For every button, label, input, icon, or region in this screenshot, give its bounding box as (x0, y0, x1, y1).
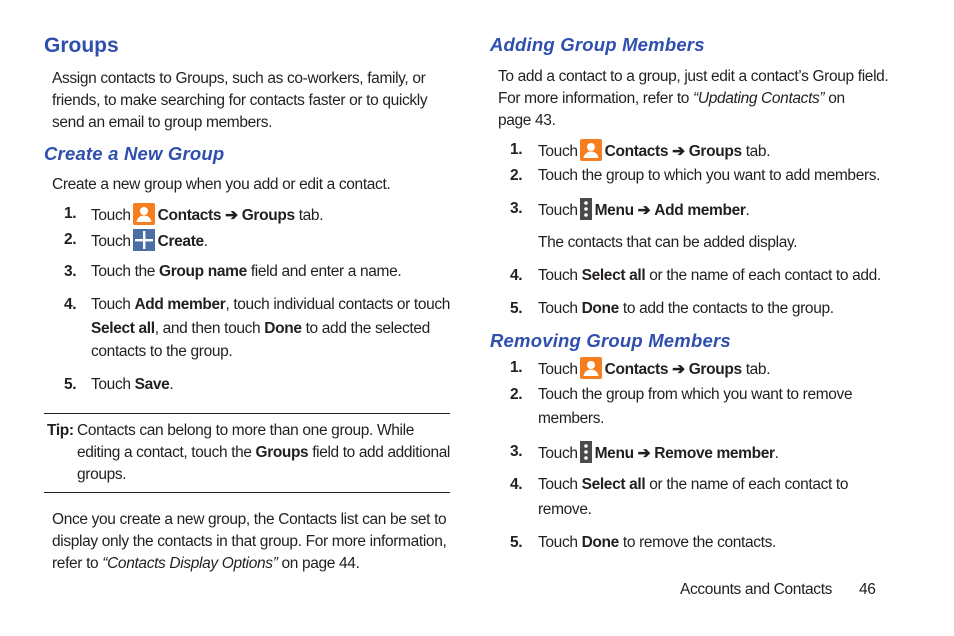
create-step-1: Touch Contacts ➔ Groups tab. (91, 205, 323, 227)
outro-line-1: Once you create a new group, the Contacts list can be set to (52, 511, 447, 528)
arrow-icon: ➔ (225, 207, 238, 225)
menu-label: Menu (594, 202, 634, 220)
groups-label: Groups (255, 444, 309, 461)
create-step-4-line-1: Touch Add member, touch individual contacts or touch (91, 296, 450, 313)
add-member-label: Add member (134, 296, 226, 313)
footer-section: Accounts and Contacts (680, 581, 833, 598)
step-number: 2. (64, 231, 77, 248)
menu-label: Menu (594, 445, 634, 463)
add-step-5: Touch Done to add the contacts to the group. (538, 300, 834, 317)
add-intro-line-3: page 43. (498, 112, 556, 129)
removing-members-heading: Removing Group Members (490, 330, 731, 351)
create-step-3: Touch the Group name field and enter a name. (91, 263, 402, 280)
contacts-icon (580, 357, 602, 379)
remove-step-5: Touch Done to remove the contacts. (538, 534, 776, 551)
tip-line-2: editing a contact, touch the Groups field to add additional (77, 444, 451, 461)
remove-step-4-line-1: Touch Select all or the name of each contact to (538, 476, 849, 493)
step-number: 3. (64, 263, 77, 280)
done-label: Done (581, 300, 619, 317)
select-all-label: Select all (581, 267, 646, 284)
create-intro: Create a new group when you add or edit a contact. (52, 176, 391, 193)
select-all-label: Select all (581, 476, 646, 493)
arrow-icon: ➔ (637, 445, 651, 463)
arrow-icon: ➔ (637, 202, 651, 220)
arrow-icon: ➔ (672, 143, 685, 161)
create-step-4-line-3: contacts to the group. (91, 343, 233, 360)
tip-line-1: Contacts can belong to more than one group. While (77, 422, 414, 439)
outro-line-3: refer to “Contacts Display Options” on page 44. (52, 555, 360, 572)
intro-line-1: Assign contacts to Groups, such as co-workers, family, or (52, 70, 426, 87)
step-number: 2. (510, 167, 523, 184)
arrow-icon: ➔ (672, 361, 685, 379)
groups-label: Groups (241, 207, 295, 225)
group-name-label: Group name (159, 263, 247, 280)
create-step-2: Touch Create. (91, 231, 208, 253)
tip-label: Tip: (47, 422, 74, 439)
tip-top-rule (44, 413, 450, 414)
step-number: 2. (510, 386, 523, 403)
select-all-label: Select all (91, 320, 155, 337)
remove-step-4-line-2: remove. (538, 501, 592, 518)
done-label: Done (581, 534, 619, 551)
remove-step-2-line-2: members. (538, 410, 605, 427)
create-step-4-line-2: Select all, and then touch Done to add the selected (91, 320, 430, 337)
remove-step-3: Touch Menu ➔ Remove member. (538, 443, 779, 465)
page-title: Groups (44, 34, 119, 57)
contacts-icon (580, 139, 602, 161)
menu-icon (580, 441, 592, 463)
remove-step-2-line-1: Touch the group from which you want to remove (538, 386, 853, 403)
add-step-3: Touch Menu ➔ Add member. (538, 200, 750, 222)
add-intro-line-2: For more information, refer to “Updating Contacts” on (498, 90, 845, 107)
contacts-icon (133, 203, 155, 225)
step-number: 3. (510, 443, 523, 460)
create-group-heading: Create a New Group (44, 143, 225, 164)
intro-line-2: friends, to make searching for contacts faster or to quickly (52, 92, 428, 109)
step-number: 5. (64, 376, 77, 393)
tip-line-3: groups. (77, 466, 127, 483)
remove-member-label: Remove member (654, 445, 775, 463)
step-number: 1. (510, 359, 523, 376)
remove-step-1: Touch Contacts ➔ Groups tab. (538, 359, 770, 381)
add-step-4: Touch Select all or the name of each contact to add. (538, 267, 881, 284)
done-label: Done (264, 320, 302, 337)
add-step-2: Touch the group to which you want to add members. (538, 167, 881, 184)
contacts-label: Contacts (157, 207, 222, 225)
step-number: 5. (510, 300, 523, 317)
step-number: 1. (510, 141, 523, 158)
outro-line-2: display only the contacts in that group. For more information, (52, 533, 447, 550)
cross-reference-link[interactable]: “Contacts Display Options” (102, 555, 278, 572)
step-number: 3. (510, 200, 523, 217)
step-text: Touch (91, 207, 131, 225)
tip-bottom-rule (44, 492, 450, 493)
step-number: 4. (510, 267, 523, 284)
adding-members-heading: Adding Group Members (490, 34, 705, 55)
cross-reference-link[interactable]: “Updating Contacts” (693, 90, 825, 107)
step-number: 5. (510, 534, 523, 551)
menu-icon (580, 198, 592, 220)
add-intro-line-1: To add a contact to a group, just edit a contact’s Group field. (498, 68, 889, 85)
step-number: 4. (64, 296, 77, 313)
create-step-5: Touch Save. (91, 376, 174, 393)
save-label: Save (134, 376, 170, 393)
page-number: 46 (859, 581, 876, 598)
intro-line-3: send an email to group members. (52, 114, 273, 131)
create-label: Create (157, 233, 204, 251)
step-number: 4. (510, 476, 523, 493)
add-step-1: Touch Contacts ➔ Groups tab. (538, 141, 770, 163)
add-step-3-note: The contacts that can be added display. (538, 234, 798, 251)
plus-icon (133, 229, 155, 251)
add-member-label: Add member (654, 202, 746, 220)
step-number: 1. (64, 205, 77, 222)
